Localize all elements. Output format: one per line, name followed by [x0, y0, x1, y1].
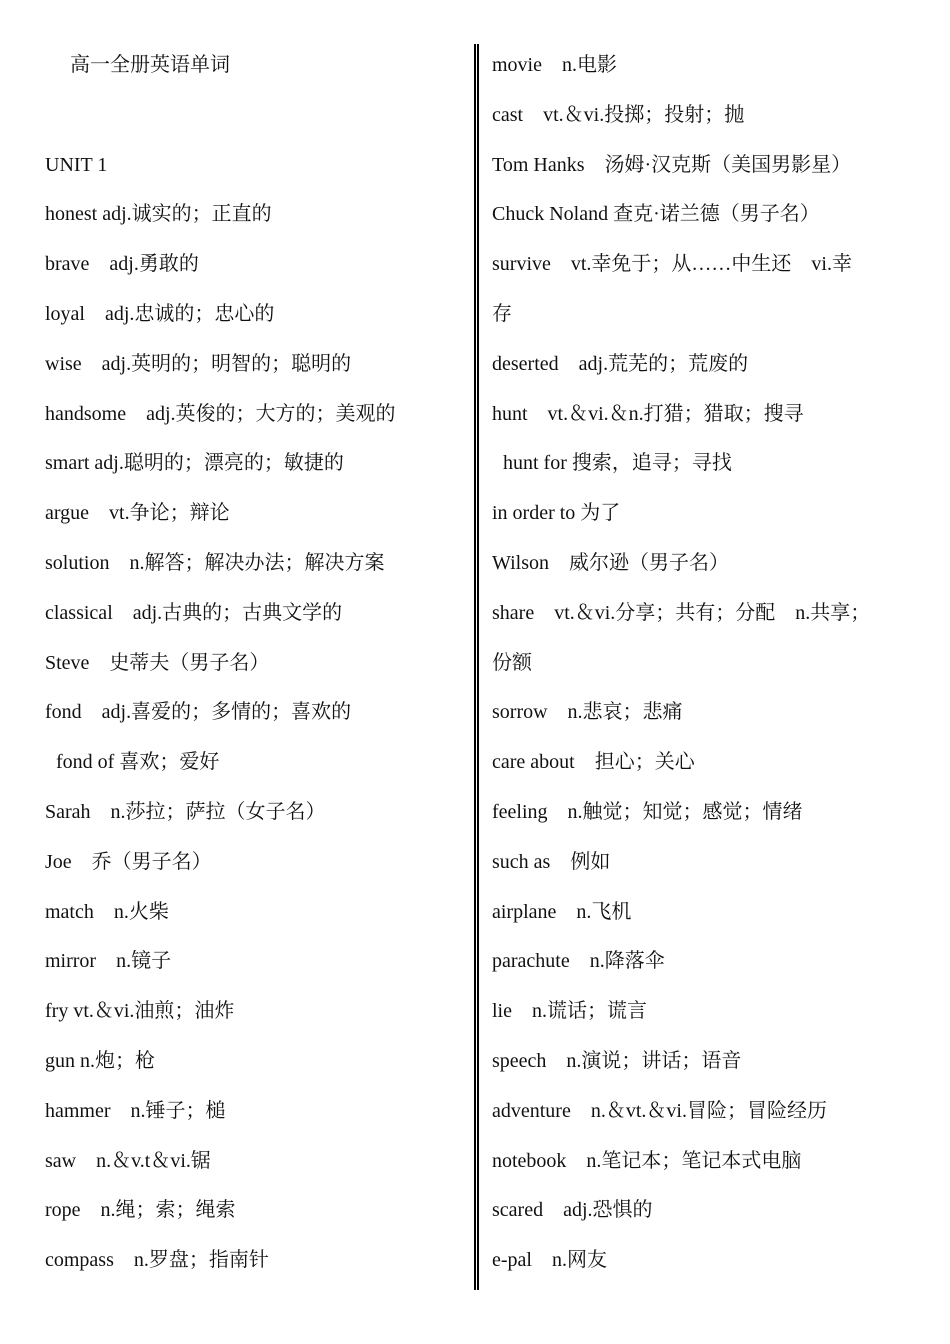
vocab-entry: Joe 乔（男子名）	[45, 850, 212, 873]
vocab-entry: lie n.谎话；谎言	[492, 1000, 647, 1023]
vocab-entry: honest adj.诚实的；正直的	[45, 203, 272, 226]
column-divider	[474, 44, 479, 1290]
vocab-entry: match n.火柴	[45, 900, 169, 923]
vocab-entry: such as 例如	[492, 850, 611, 873]
vocab-entry: Chuck Noland 查克·诺兰德（男子名）	[492, 203, 820, 226]
vocab-entry: sorrow n.悲哀；悲痛	[492, 701, 683, 724]
vocab-entry: notebook n.笔记本；笔记本式电脑	[492, 1149, 802, 1172]
vocab-entry: rope n.绳；索；绳索	[45, 1199, 236, 1222]
vocab-entry: compass n.罗盘；指南针	[45, 1249, 269, 1272]
vocab-entry: loyal adj.忠诚的；忠心的	[45, 302, 275, 325]
vocab-entry: parachute n.降落伞	[492, 950, 665, 973]
vocab-entry: solution n.解答；解决办法；解决方案	[45, 551, 385, 574]
blank-line	[45, 91, 465, 141]
document-title: 高一全册英语单词	[70, 54, 230, 76]
vocab-entry: gun n.炮；枪	[45, 1049, 155, 1072]
vocab-phrase: fond of 喜欢；爱好	[56, 751, 220, 774]
unit-heading: UNIT 1	[45, 153, 108, 176]
vocab-entry: in order to 为了	[492, 502, 621, 525]
vocab-phrase: hunt for 搜索，追寻；寻找	[503, 452, 732, 475]
vocab-entry: scared adj.恐惧的	[492, 1199, 653, 1222]
vocab-entry-continuation: 存	[492, 302, 512, 325]
vocab-entry: e-pal n.网友	[492, 1249, 607, 1272]
vocab-entry: airplane n.飞机	[492, 900, 632, 923]
vocab-entry: share vt.＆vi.分享；共有；分配 n.共享；	[492, 601, 871, 624]
vocab-entry: adventure n.＆vt.＆vi.冒险；冒险经历	[492, 1099, 827, 1122]
vocab-entry: care about 担心；关心	[492, 751, 695, 774]
vocab-entry: cast vt.＆vi.投掷；投射；抛	[492, 103, 745, 126]
vocab-entry: hunt vt.＆vi.＆n.打猎；猎取；搜寻	[492, 402, 804, 425]
vocab-entry: feeling n.触觉；知觉；感觉；情绪	[492, 800, 803, 823]
vocab-entry: Tom Hanks 汤姆·汉克斯（美国男影星）	[492, 153, 852, 176]
right-column	[492, 41, 932, 1286]
vocab-entry: wise adj.英明的；明智的；聪明的	[45, 352, 352, 375]
left-column	[45, 41, 465, 1286]
vocab-entry-continuation: 份额	[492, 651, 532, 674]
vocab-entry: deserted adj.荒芜的；荒废的	[492, 352, 749, 375]
vocab-entry: mirror n.镜子	[45, 950, 172, 973]
vocab-entry: classical adj.古典的；古典文学的	[45, 601, 343, 624]
vocab-entry: movie n.电影	[492, 54, 617, 76]
vocab-entry: brave adj.勇敢的	[45, 253, 199, 276]
vocab-entry: handsome adj.英俊的；大方的；美观的	[45, 402, 396, 425]
vocab-entry: Wilson 威尔逊（男子名）	[492, 551, 729, 574]
vocab-entry: smart adj.聪明的；漂亮的；敏捷的	[45, 452, 344, 475]
vocab-entry: fry vt.＆vi.油煎；油炸	[45, 1000, 235, 1023]
vocab-entry: hammer n.锤子；槌	[45, 1099, 226, 1122]
vocab-entry: speech n.演说；讲话；语音	[492, 1049, 742, 1072]
vocab-entry: fond adj.喜爱的；多情的；喜欢的	[45, 701, 352, 724]
vocab-entry: survive vt.幸免于；从……中生还 vi.幸	[492, 253, 852, 276]
vocab-entry: Steve 史蒂夫（男子名）	[45, 651, 270, 674]
vocab-entry: argue vt.争论；辩论	[45, 502, 230, 525]
vocab-entry: saw n.＆v.t＆vi.锯	[45, 1149, 211, 1172]
vocab-entry: Sarah n.莎拉；萨拉（女子名）	[45, 800, 326, 823]
